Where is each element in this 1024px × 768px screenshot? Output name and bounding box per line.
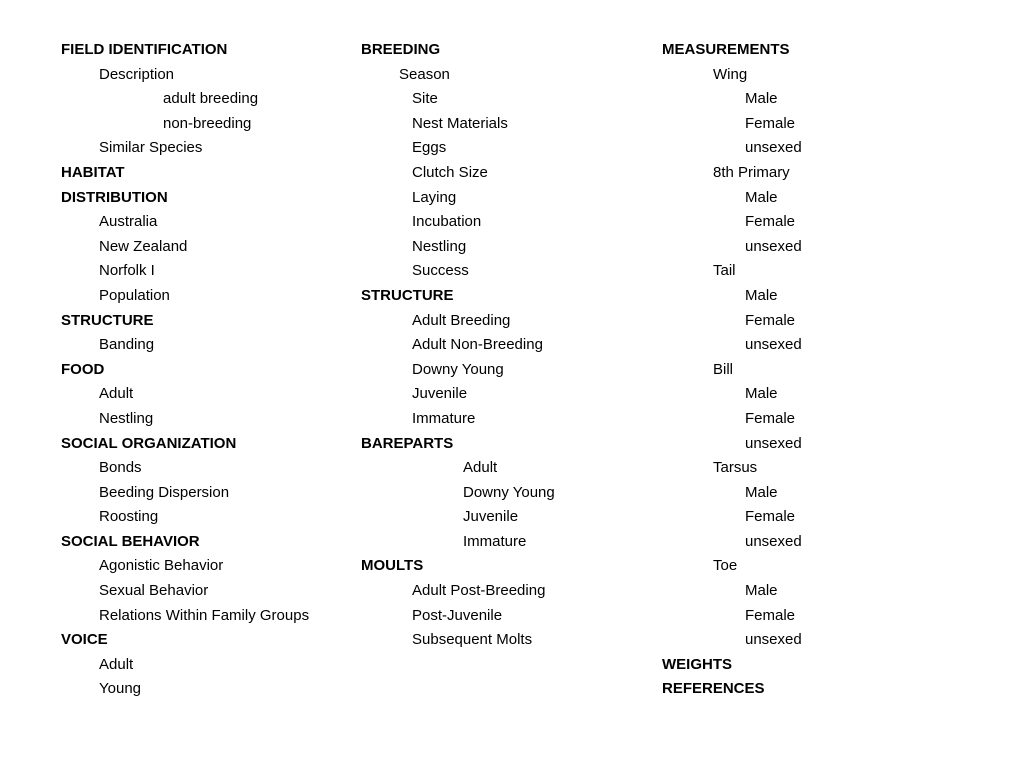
outline-item-food-nestling: Nestling <box>99 409 154 427</box>
outline-item-wing-unsexed: unsexed <box>745 139 802 157</box>
outline-item-season: Season <box>399 65 450 83</box>
outline-item-non-breeding: non-breeding <box>163 114 252 132</box>
outline-item-food-adult: Adult <box>99 385 134 403</box>
outline-item-voice-adult: Adult <box>99 655 134 673</box>
section-heading-structure-2: STRUCTURE <box>361 286 454 304</box>
section-heading-moults: MOULTS <box>361 557 424 575</box>
section-heading-voice: VOICE <box>61 631 108 649</box>
outline-item-8th-primary-male: Male <box>745 188 778 206</box>
section-heading-social-organization: SOCIAL ORGANIZATION <box>61 434 237 452</box>
outline-item-roosting: Roosting <box>99 508 159 526</box>
outline-item-relations-within-family-groups: Relations Within Family Groups <box>99 606 310 624</box>
section-heading-structure: STRUCTURE <box>61 311 154 329</box>
outline-item-description: Description <box>99 65 175 83</box>
outline-item-similar-species: Similar Species <box>99 139 203 157</box>
outline-item-nestling: Nestling <box>412 237 467 255</box>
outline-item-new-zealand: New Zealand <box>99 237 188 255</box>
outline-item-tail-male: Male <box>745 286 778 304</box>
outline-column-2 <box>361 38 661 653</box>
outline-item-eggs: Eggs <box>412 139 447 157</box>
outline-item-bonds: Bonds <box>99 459 142 477</box>
outline-item-tarsus-unsexed: unsexed <box>745 532 802 550</box>
outline-item-voice-young: Young <box>99 680 141 698</box>
outline-item-bill-unsexed: unsexed <box>745 434 802 452</box>
outline-item-adult-post-breeding: Adult Post-Breeding <box>412 582 546 600</box>
outline-item-wing-female: Female <box>745 114 796 132</box>
outline-item-bareparts-immature: Immature <box>463 532 527 550</box>
outline-item-subsequent-molts: Subsequent Molts <box>412 631 533 649</box>
section-heading-measurements: MEASUREMENTS <box>662 41 790 58</box>
outline-item-8th-primary-female: Female <box>745 213 796 231</box>
outline-item-norfolk: Norfolk I <box>99 262 155 280</box>
outline-item-clutch-size: Clutch Size <box>412 163 488 181</box>
outline-item-wing-male: Male <box>745 90 778 108</box>
outline-item-toe-female: Female <box>745 606 796 624</box>
outline-item-sexual-behavior: Sexual Behavior <box>99 582 209 600</box>
outline-item-juvenile: Juvenile <box>412 385 468 403</box>
outline-item-tarsus: Tarsus <box>713 459 758 477</box>
outline-item-bareparts-downy-young: Downy Young <box>463 483 555 501</box>
outline-column-3 <box>662 38 962 702</box>
outline-item-incubation: Incubation <box>412 213 482 231</box>
outline-item-laying: Laying <box>412 188 457 206</box>
section-heading-bareparts: BAREPARTS <box>361 434 454 452</box>
outline-item-toe-male: Male <box>745 582 778 600</box>
outline-item-banding: Banding <box>99 336 155 354</box>
outline-item-site: Site <box>412 90 438 108</box>
outline-item-agonistic-behavior: Agonistic Behavior <box>99 557 224 575</box>
outline-item-adult-non-breeding: Adult Non-Breeding <box>412 336 543 354</box>
outline-item-tarsus-male: Male <box>745 483 778 501</box>
section-heading-field-identification: FIELD IDENTIFICATION <box>61 41 228 58</box>
outline-item-bill-male: Male <box>745 385 778 403</box>
outline-item-adult-breeding: adult breeding <box>163 90 259 108</box>
outline-item-8th-primary: 8th Primary <box>713 163 790 181</box>
section-heading-breeding: BREEDING <box>361 41 441 58</box>
outline-item-toe: Toe <box>713 557 738 575</box>
section-heading-references: REFERENCES <box>662 680 765 698</box>
outline-item-bareparts-juvenile: Juvenile <box>463 508 519 526</box>
section-heading-social-behavior: SOCIAL BEHAVIOR <box>61 532 200 550</box>
outline-item-bill: Bill <box>713 360 734 378</box>
outline-item-toe-unsexed: unsexed <box>745 631 802 649</box>
section-heading-food: FOOD <box>61 360 105 378</box>
outline-item-tarsus-female: Female <box>745 508 796 526</box>
outline-item-australia: Australia <box>99 213 158 231</box>
outline-item-beeding-dispersion: Beeding Dispersion <box>99 483 230 501</box>
section-heading-distribution: DISTRIBUTION <box>61 188 168 206</box>
outline-item-bill-female: Female <box>745 409 796 427</box>
outline-item-post-juvenile: Post-Juvenile <box>412 606 503 624</box>
outline-item-immature: Immature <box>412 409 476 427</box>
section-heading-weights: WEIGHTS <box>662 655 732 673</box>
outline-item-success: Success <box>412 262 469 280</box>
outline-item-wing: Wing <box>713 65 748 83</box>
outline-column-1 <box>61 38 361 702</box>
outline-item-nest-materials: Nest Materials <box>412 114 508 132</box>
outline-item-downy-young: Downy Young <box>412 360 504 378</box>
outline-item-bareparts-adult: Adult <box>463 459 498 477</box>
outline-item-8th-primary-unsexed: unsexed <box>745 237 802 255</box>
outline-item-tail-unsexed: unsexed <box>745 336 802 354</box>
outline-item-tail-female: Female <box>745 311 796 329</box>
outline-item-adult-breeding-2: Adult Breeding <box>412 311 511 329</box>
outline-item-tail: Tail <box>713 262 736 280</box>
section-heading-habitat: HABITAT <box>61 163 125 181</box>
outline-item-population: Population <box>99 286 170 304</box>
